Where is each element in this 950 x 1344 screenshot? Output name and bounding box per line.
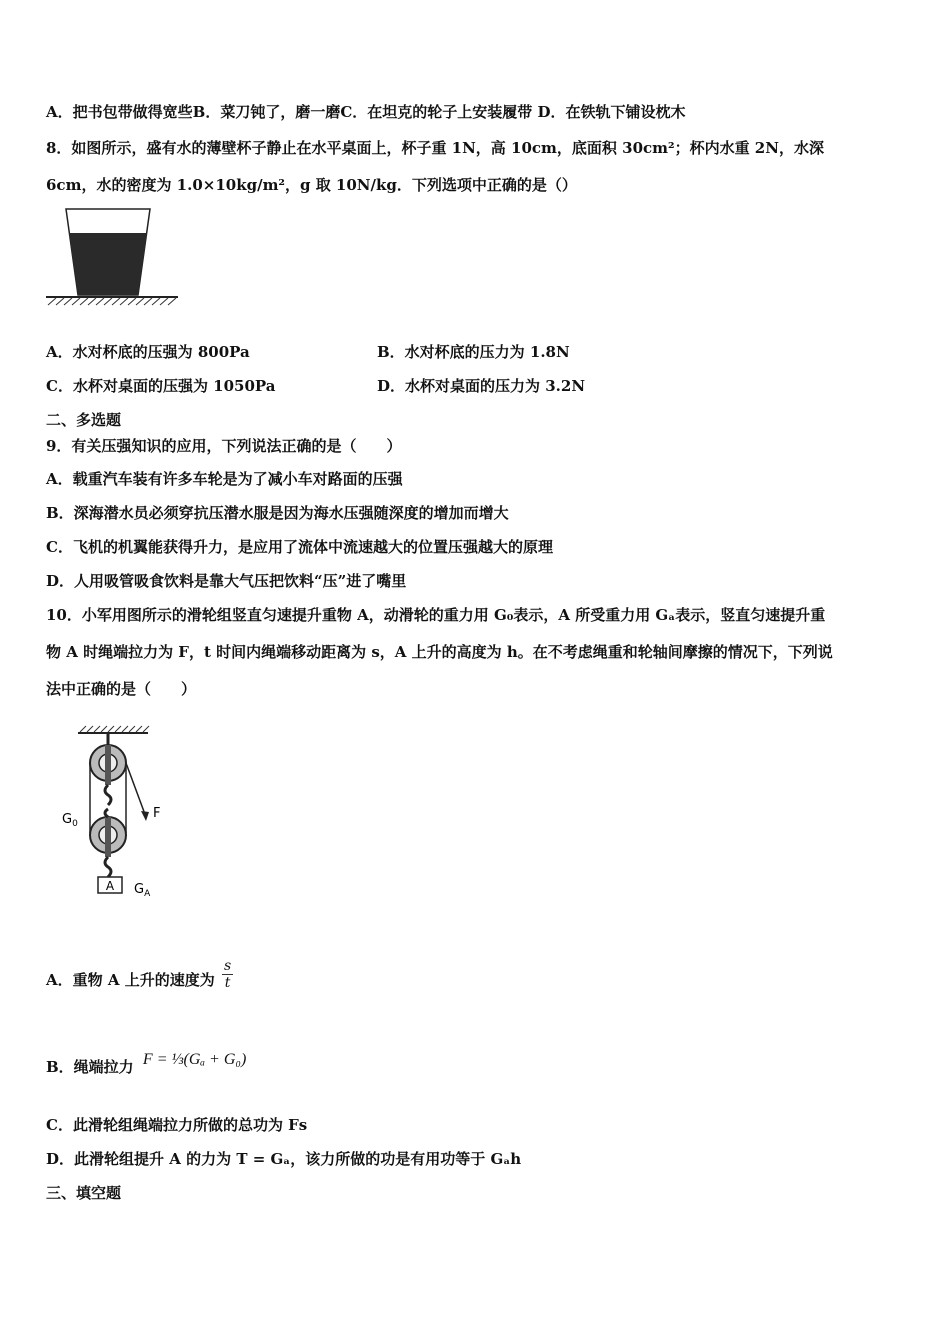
q10-option-b-text: B．绳端拉力 [46, 1058, 134, 1076]
cup-figure [44, 205, 180, 311]
q8-option-c: C．水杯对桌面的压强为 1050Pa [46, 377, 276, 395]
pulley-figure [60, 725, 170, 905]
svg-text:GA [134, 882, 151, 899]
svg-text:G0 [62, 812, 78, 829]
q10-stem-line1: 10．小军用图所示的滑轮组竖直匀速提升重物 A，动滑轮的重力用 G₀表示，A 所受重力用 Gₐ表示，竖直匀速提升重 [46, 606, 826, 624]
q10-stem-line3: 法中正确的是（ ） [46, 680, 197, 698]
q10-option-a [46, 958, 233, 1000]
fraction-numerator: s [223, 958, 232, 974]
q9-option-c: C．飞机的机翼能获得升力，是应用了流体中流速越大的位置压强越大的原理 [46, 538, 553, 556]
q9-option-d: D．人用吸管吸食饮料是靠大气压把饮料“压”进了嘴里 [46, 572, 407, 590]
q10-stem-line2: 物 A 时绳端拉力为 F，t 时间内绳端移动距离为 s，A 上升的高度为 h。在不考虑绳重和轮轴间摩擦的情况下，下列说 [46, 643, 833, 661]
q10-option-c: C．此滑轮组绳端拉力所做的总功为 Fs [46, 1116, 308, 1134]
section-title-fill: 三、填空题 [46, 1184, 122, 1202]
q8-option-d: D．水杯对桌面的压力为 3.2N [377, 377, 586, 395]
q8-stem-line2: 6cm，水的密度为 1.0×10kg/m²，g 取 10N/kg．下列选项中正确的是（） [46, 176, 577, 194]
q8-option-a: A．水对杯底的压强为 800Pa [46, 343, 250, 361]
q10-option-b [46, 1040, 246, 1087]
q8-option-b: B．水对杯底的压力为 1.8N [377, 343, 570, 361]
q9-stem: 9．有关压强知识的应用，下列说法正确的是（ ） [46, 437, 402, 455]
force-f-label: F [153, 806, 161, 821]
q10-option-a-text: A．重物 A 上升的速度为 [46, 971, 215, 989]
velocity-fraction [222, 958, 233, 991]
q10-option-d: D．此滑轮组提升 A 的力为 T = Gₐ，该力所做的功是有用功等于 Gₐh [46, 1150, 522, 1168]
ga-sub: A [144, 889, 151, 899]
tension-formula: F = ⅓(Gₐ + G₀) [142, 1051, 247, 1068]
q7-options: A．把书包带做得宽些B．菜刀钝了，磨一磨C．在坦克的轮子上安装履带 D．在铁轨下铺设枕木 [46, 103, 686, 121]
q9-option-b: B．深海潜水员必须穿抗压潜水服是因为海水压强随深度的增加而增大 [46, 504, 509, 522]
g0-sub: 0 [72, 819, 78, 829]
q8-stem-line1: 8．如图所示，盛有水的薄壁杯子静止在水平桌面上，杯子重 1N，高 10cm，底面积 30cm²；杯内水重 2N，水深 [46, 139, 824, 157]
g0-label: G [62, 812, 73, 827]
block-a-label: A [105, 879, 115, 893]
ga-label: G [134, 882, 145, 897]
fraction-denominator: t [224, 975, 231, 991]
section-title-multi: 二、多选题 [46, 411, 122, 429]
q9-option-a: A．载重汽车装有许多车轮是为了减小车对路面的压强 [46, 470, 403, 488]
